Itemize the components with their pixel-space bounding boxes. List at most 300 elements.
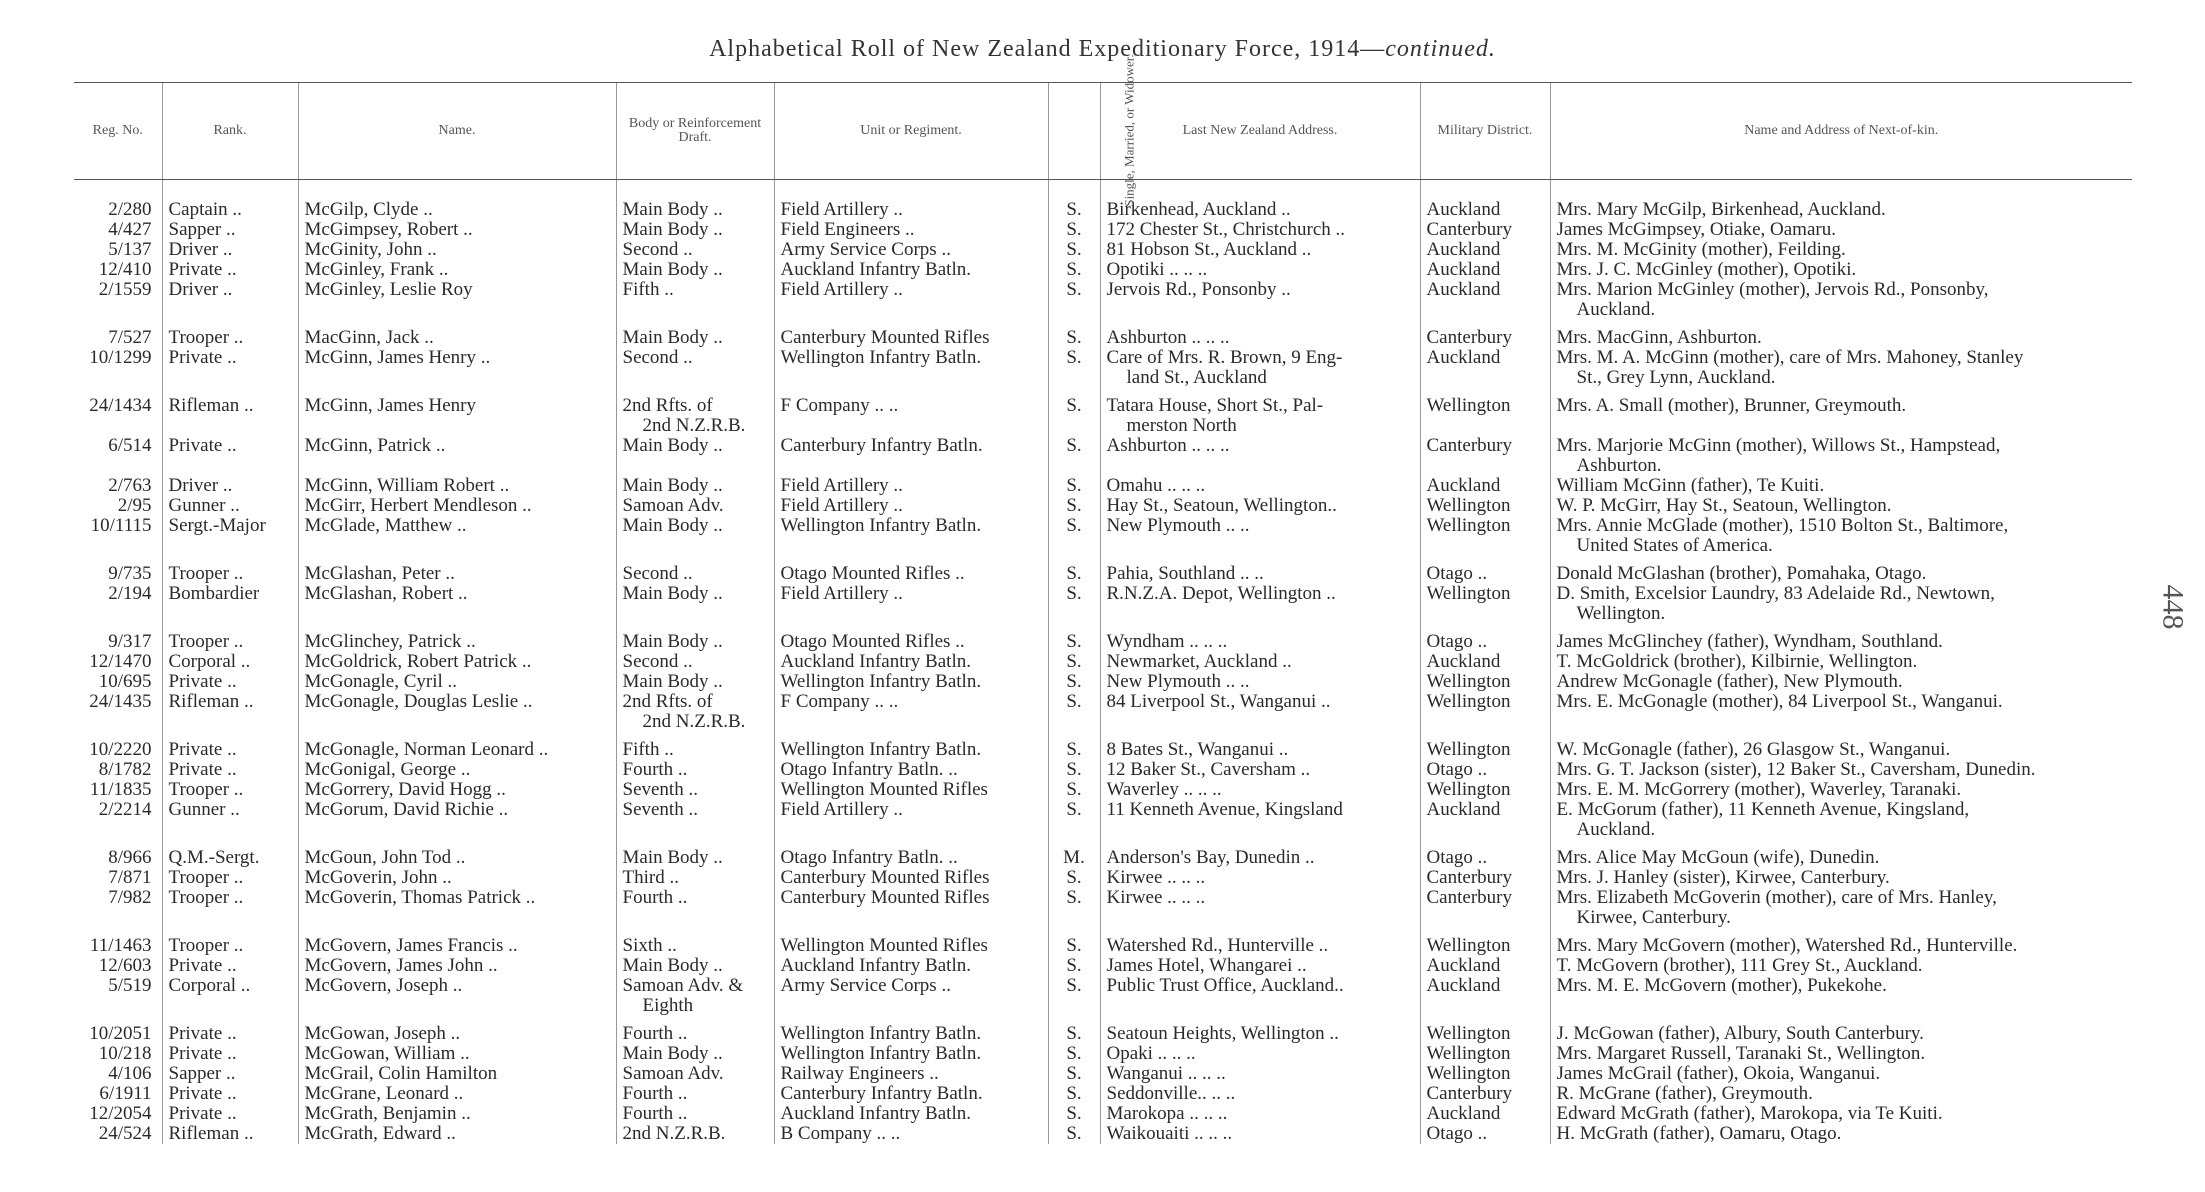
body-draft-cell <box>616 848 774 868</box>
table-row <box>74 632 2132 652</box>
reg-no-cell: 24/1435 <box>89 692 152 712</box>
body-draft-cell <box>616 1024 774 1044</box>
next-of-kin-cell <box>1550 1044 2132 1064</box>
body-draft-text: Main Body .. <box>622 200 723 220</box>
spacer-cell <box>616 388 774 396</box>
spacer-cell <box>298 180 616 201</box>
marital-status-cell: S. <box>1048 760 1100 780</box>
spacer-cell <box>1420 1016 1550 1024</box>
next-of-kin-text-cont: St., Grey Lynn, Auckland. <box>1576 367 1776 388</box>
name-cell: McGinn, James Henry <box>298 396 616 436</box>
body-draft-cell <box>616 1124 774 1144</box>
reg-no-cell: 2/280 <box>108 200 152 220</box>
unit-cell: Field Artillery .. <box>774 476 1048 496</box>
unit-cell: Auckland Infantry Batln. <box>774 956 1048 976</box>
next-of-kin-text: Edward McGrath (father), Marokopa, via Te Kuiti. <box>1556 1104 1943 1124</box>
marital-status-cell: S. <box>1048 200 1100 220</box>
spacer-cell <box>74 180 162 201</box>
district-cell: Wellington <box>1420 672 1550 692</box>
body-draft-text: Samoan Adv. <box>622 496 724 516</box>
address-text: Kirwee .. .. .. <box>1106 868 1206 888</box>
body-draft-cell <box>616 200 774 220</box>
district-cell: Auckland <box>1420 1104 1550 1124</box>
unit-cell: Auckland Infantry Batln. <box>774 652 1048 672</box>
spacer-cell <box>298 928 616 936</box>
unit-cell: Army Service Corps .. <box>774 240 1048 260</box>
rank-cell: Trooper .. <box>162 888 298 928</box>
next-of-kin-text: James McGrail (father), Okoia, Wanganui. <box>1556 1064 1881 1084</box>
body-draft-text: Seventh .. <box>622 800 698 820</box>
spacer-cell <box>1048 180 1100 201</box>
spacer-cell <box>162 732 298 740</box>
body-draft-cell <box>616 1044 774 1064</box>
body-draft-cell <box>616 692 774 732</box>
reg-no-cell: 5/137 <box>108 240 152 260</box>
district-cell: Wellington <box>1420 1064 1550 1084</box>
district-cell: Otago .. <box>1420 760 1550 780</box>
table-row <box>74 396 2132 436</box>
district-cell: Auckland <box>1420 260 1550 280</box>
spacer-cell <box>1048 928 1100 936</box>
district-cell: Auckland <box>1420 280 1550 320</box>
spacer-cell <box>1100 388 1420 396</box>
name-cell: McGorum, David Richie .. <box>298 800 616 840</box>
next-of-kin-text: Mrs. Elizabeth McGoverin (mother), care of Mrs. Hanley, <box>1556 888 1997 908</box>
table-row <box>74 200 2132 220</box>
table-row <box>74 436 2132 476</box>
body-draft-text: Second .. <box>622 652 693 672</box>
body-draft-text: Second .. <box>622 348 693 368</box>
next-of-kin-text-cont: Kirwee, Canterbury. <box>1576 907 1731 928</box>
table-row <box>74 260 2132 280</box>
rank-cell: Driver .. <box>162 280 298 320</box>
next-of-kin-cell <box>1550 436 2132 476</box>
header-row <box>74 83 2132 180</box>
body-draft-text: Main Body .. <box>622 436 723 456</box>
spacer-cell <box>1420 624 1550 632</box>
address-cell <box>1100 1084 1420 1104</box>
rank-cell: Private .. <box>162 1024 298 1044</box>
next-of-kin-text: H. McGrath (father), Oamaru, Otago. <box>1556 1124 1842 1144</box>
table-row <box>74 692 2132 732</box>
next-of-kin-cell <box>1550 976 2132 1016</box>
address-text: New Plymouth .. .. <box>1106 672 1250 692</box>
unit-cell: Wellington Infantry Batln. <box>774 516 1048 556</box>
table-row <box>74 1104 2132 1124</box>
address-cell <box>1100 584 1420 624</box>
spacer-cell <box>1048 320 1100 328</box>
name-cell: McGinn, James Henry .. <box>298 348 616 388</box>
address-text: Waverley .. .. .. <box>1106 780 1222 800</box>
marital-status-cell: S. <box>1048 396 1100 436</box>
address-cell <box>1100 652 1420 672</box>
unit-cell: Auckland Infantry Batln. <box>774 1104 1048 1124</box>
name-cell: McGimpsey, Robert .. <box>298 220 616 240</box>
table-row <box>74 1124 2132 1144</box>
unit-cell: Field Engineers .. <box>774 220 1048 240</box>
marital-status-cell: S. <box>1048 584 1100 624</box>
spacer-cell <box>162 1016 298 1024</box>
body-draft-cell <box>616 436 774 476</box>
body-draft-text: Main Body .. <box>622 956 723 976</box>
roll-table <box>74 53 2132 1144</box>
address-text: Omahu .. .. .. <box>1106 476 1206 496</box>
body-draft-text: Fourth .. <box>622 760 688 780</box>
spacer-cell <box>74 732 162 740</box>
spacer-cell <box>774 556 1048 564</box>
rank-cell: Corporal .. <box>162 652 298 672</box>
marital-status-cell: S. <box>1048 632 1100 652</box>
unit-cell: Otago Mounted Rifles .. <box>774 632 1048 652</box>
unit-cell: Field Artillery .. <box>774 280 1048 320</box>
marital-status-cell: S. <box>1048 220 1100 240</box>
name-cell: McGlashan, Peter .. <box>298 564 616 584</box>
spacer-cell <box>1100 624 1420 632</box>
rank-cell: Trooper .. <box>162 632 298 652</box>
unit-cell: Railway Engineers .. <box>774 1064 1048 1084</box>
name-cell: McGlade, Matthew .. <box>298 516 616 556</box>
reg-no-cell: 2/194 <box>108 584 152 604</box>
table-row <box>74 780 2132 800</box>
name-cell: McGinn, William Robert .. <box>298 476 616 496</box>
next-of-kin-cell <box>1550 220 2132 240</box>
table-row <box>74 1084 2132 1104</box>
unit-cell: Wellington Infantry Batln. <box>774 740 1048 760</box>
rank-cell: Private .. <box>162 260 298 280</box>
district-cell: Canterbury <box>1420 328 1550 348</box>
unit-cell: Canterbury Infantry Batln. <box>774 1084 1048 1104</box>
spacer-cell <box>1048 556 1100 564</box>
next-of-kin-cell <box>1550 848 2132 868</box>
spacer-cell <box>162 320 298 328</box>
name-cell: McGonigal, George .. <box>298 760 616 780</box>
district-cell: Auckland <box>1420 476 1550 496</box>
rank-cell: Trooper .. <box>162 868 298 888</box>
name-cell: McGovern, James Francis .. <box>298 936 616 956</box>
rank-cell: Sergt.-Major <box>162 516 298 556</box>
body-draft-cell <box>616 632 774 652</box>
body-draft-cell <box>616 976 774 1016</box>
marital-status-cell: S. <box>1048 1064 1100 1084</box>
next-of-kin-text: Mrs. Mary McGovern (mother), Watershed Rd., Hunterville. <box>1556 936 2018 956</box>
address-cell <box>1100 956 1420 976</box>
body-draft-text: Fourth .. <box>622 1084 688 1104</box>
rank-cell: Private .. <box>162 672 298 692</box>
district-cell: Canterbury <box>1420 888 1550 928</box>
next-of-kin-cell <box>1550 564 2132 584</box>
unit-cell: Wellington Mounted Rifles <box>774 936 1048 956</box>
address-cell <box>1100 348 1420 388</box>
table-row <box>74 672 2132 692</box>
body-draft-cell <box>616 348 774 388</box>
spacer-cell <box>1550 732 2132 740</box>
name-cell: McGrane, Leonard .. <box>298 1084 616 1104</box>
spacer-cell <box>616 1016 774 1024</box>
marital-status-cell: S. <box>1048 956 1100 976</box>
body-draft-cell <box>616 1084 774 1104</box>
header-body-draft: Body or Reinforcement Draft. <box>616 83 774 180</box>
address-text: Marokopa .. .. .. <box>1106 1104 1228 1124</box>
marital-status-cell: S. <box>1048 800 1100 840</box>
rank-cell: Trooper .. <box>162 936 298 956</box>
address-text: Watershed Rd., Hunterville .. <box>1106 936 1329 956</box>
body-draft-cell <box>616 1064 774 1084</box>
spacer-cell <box>1420 928 1550 936</box>
unit-cell: F Company .. .. <box>774 396 1048 436</box>
next-of-kin-text: W. McGonagle (father), 26 Glasgow St., Wanganui. <box>1556 740 1951 760</box>
spacer-cell <box>74 388 162 396</box>
next-of-kin-cell <box>1550 280 2132 320</box>
marital-status-cell: S. <box>1048 1024 1100 1044</box>
body-draft-text: Fourth .. <box>622 1024 688 1044</box>
row-spacer <box>74 928 2132 936</box>
unit-cell: Canterbury Mounted Rifles <box>774 868 1048 888</box>
next-of-kin-cell <box>1550 800 2132 840</box>
address-text: Ashburton .. .. .. <box>1106 328 1230 348</box>
next-of-kin-cell <box>1550 516 2132 556</box>
reg-no-cell: 4/106 <box>108 1064 152 1084</box>
table-row <box>74 476 2132 496</box>
spacer-cell <box>774 840 1048 848</box>
next-of-kin-cell <box>1550 328 2132 348</box>
reg-no-cell: 12/2054 <box>89 1104 152 1124</box>
table-row <box>74 800 2132 840</box>
marital-status-cell: S. <box>1048 1044 1100 1064</box>
body-draft-cell <box>616 564 774 584</box>
spacer-cell <box>1048 840 1100 848</box>
body-draft-text: Sixth .. <box>622 936 677 956</box>
address-cell <box>1100 1044 1420 1064</box>
row-spacer <box>74 320 2132 328</box>
unit-cell: F Company .. .. <box>774 692 1048 732</box>
next-of-kin-text: Mrs. J. Hanley (sister), Kirwee, Canterbury. <box>1556 868 1890 888</box>
address-text-cont: merston North <box>1126 415 1237 436</box>
reg-no-cell: 8/966 <box>108 848 152 868</box>
header-address: Last New Zealand Address. <box>1100 83 1420 180</box>
header-marital-status <box>1048 53 1137 207</box>
reg-no-cell: 8/1782 <box>98 760 152 780</box>
spacer-cell <box>1100 180 1420 201</box>
name-cell: McGinley, Leslie Roy <box>298 280 616 320</box>
unit-cell: Field Artillery .. <box>774 496 1048 516</box>
address-cell <box>1100 564 1420 584</box>
body-draft-cell <box>616 800 774 840</box>
marital-status-cell: S. <box>1048 516 1100 556</box>
marital-status-cell: S. <box>1048 328 1100 348</box>
next-of-kin-cell <box>1550 692 2132 732</box>
name-cell: McGovern, James John .. <box>298 956 616 976</box>
reg-no-cell: 24/524 <box>98 1124 152 1144</box>
name-cell: McGrail, Colin Hamilton <box>298 1064 616 1084</box>
rank-cell: Private .. <box>162 348 298 388</box>
row-spacer <box>74 840 2132 848</box>
reg-no-cell: 10/1115 <box>90 516 152 536</box>
header-rank: Rank. <box>162 83 298 180</box>
address-cell <box>1100 1024 1420 1044</box>
table-row <box>74 1024 2132 1044</box>
row-spacer <box>74 388 2132 396</box>
address-text: Waikouaiti .. .. .. <box>1106 1124 1233 1144</box>
next-of-kin-cell <box>1550 476 2132 496</box>
unit-cell: Wellington Mounted Rifles <box>774 780 1048 800</box>
address-text: Public Trust Office, Auckland.. <box>1106 976 1344 996</box>
next-of-kin-cell <box>1550 760 2132 780</box>
spacer-cell <box>1048 388 1100 396</box>
spacer-cell <box>1550 388 2132 396</box>
unit-cell: Otago Infantry Batln. .. <box>774 760 1048 780</box>
body-draft-text: Main Body .. <box>622 584 723 604</box>
next-of-kin-cell <box>1550 780 2132 800</box>
rank-cell: Private .. <box>162 956 298 976</box>
name-cell: McGowan, William .. <box>298 1044 616 1064</box>
next-of-kin-text: Mrs. E. McGonagle (mother), 84 Liverpool St., Wanganui. <box>1556 692 2003 712</box>
unit-cell: Canterbury Infantry Batln. <box>774 436 1048 476</box>
header-district: Military District. <box>1420 83 1550 180</box>
spacer-cell <box>298 388 616 396</box>
next-of-kin-cell <box>1550 956 2132 976</box>
table-row <box>74 348 2132 388</box>
next-of-kin-cell <box>1550 1104 2132 1124</box>
table-row <box>74 496 2132 516</box>
next-of-kin-text: William McGinn (father), Te Kuiti. <box>1556 476 1825 496</box>
body-draft-text: Second .. <box>622 240 693 260</box>
next-of-kin-cell <box>1550 1024 2132 1044</box>
next-of-kin-text-cont: Wellington. <box>1576 603 1666 624</box>
unit-cell: Field Artillery .. <box>774 584 1048 624</box>
next-of-kin-text: Mrs. Margaret Russell, Taranaki St., Wellington. <box>1556 1044 1926 1064</box>
name-cell: McGonagle, Douglas Leslie .. <box>298 692 616 732</box>
body-draft-text: Seventh .. <box>622 780 698 800</box>
spacer-cell <box>74 624 162 632</box>
address-cell <box>1100 328 1420 348</box>
name-cell: McGlinchey, Patrick .. <box>298 632 616 652</box>
rank-cell: Trooper .. <box>162 780 298 800</box>
district-cell: Wellington <box>1420 584 1550 624</box>
unit-cell: Army Service Corps .. <box>774 976 1048 1016</box>
district-cell: Canterbury <box>1420 220 1550 240</box>
title-main: Alphabetical Roll of New Zealand Expeditionary Force, 1914— <box>709 36 1386 62</box>
spacer-cell <box>74 928 162 936</box>
spacer-cell <box>1100 320 1420 328</box>
spacer-cell <box>1100 556 1420 564</box>
spacer-cell <box>162 928 298 936</box>
spacer-cell <box>1420 388 1550 396</box>
next-of-kin-text: Mrs. M. E. McGovern (mother), Pukekohe. <box>1556 976 1887 996</box>
name-cell: McGoun, John Tod .. <box>298 848 616 868</box>
address-cell <box>1100 888 1420 928</box>
address-cell <box>1100 1104 1420 1124</box>
district-cell: Canterbury <box>1420 868 1550 888</box>
header-marital-status-text: Single, Married, or Widower. <box>1121 53 1137 207</box>
body-draft-text: Third .. <box>622 868 679 888</box>
marital-status-cell: S. <box>1048 476 1100 496</box>
row-spacer <box>74 624 2132 632</box>
table-row <box>74 848 2132 868</box>
spacer-cell <box>298 556 616 564</box>
address-text: Hay St., Seatoun, Wellington.. <box>1106 496 1337 516</box>
reg-no-cell: 10/2220 <box>89 740 152 760</box>
marital-status-cell: S. <box>1048 740 1100 760</box>
address-text: Anderson's Bay, Dunedin .. <box>1106 848 1315 868</box>
spacer-cell <box>1100 1016 1420 1024</box>
address-cell <box>1100 632 1420 652</box>
rank-cell: Captain .. <box>162 200 298 220</box>
next-of-kin-cell <box>1550 740 2132 760</box>
reg-no-cell: 9/735 <box>108 564 152 584</box>
district-cell: Wellington <box>1420 1024 1550 1044</box>
unit-cell: Canterbury Mounted Rifles <box>774 888 1048 928</box>
district-cell: Otago .. <box>1420 632 1550 652</box>
body-draft-cell <box>616 740 774 760</box>
next-of-kin-text: Mrs. Annie McGlade (mother), 1510 Bolton St., Baltimore, <box>1556 516 2009 536</box>
reg-no-cell: 12/603 <box>98 956 152 976</box>
rank-cell: Sapper .. <box>162 1064 298 1084</box>
next-of-kin-text: Mrs. G. T. Jackson (sister), 12 Baker St., Caversham, Dunedin. <box>1556 760 2036 780</box>
spacer-cell <box>1048 624 1100 632</box>
marital-status-cell: S. <box>1048 436 1100 476</box>
address-text: Newmarket, Auckland .. <box>1106 652 1292 672</box>
body-draft-text: Main Body .. <box>622 476 723 496</box>
next-of-kin-text: Mrs. Alice May McGoun (wife), Dunedin. <box>1556 848 1880 868</box>
next-of-kin-cell <box>1550 260 2132 280</box>
body-draft-text: Fifth .. <box>622 280 674 300</box>
rank-cell: Rifleman .. <box>162 1124 298 1144</box>
header-next-of-kin: Name and Address of Next-of-kin. <box>1550 83 2132 180</box>
district-cell: Wellington <box>1420 780 1550 800</box>
next-of-kin-text-cont: Ashburton. <box>1576 455 1662 476</box>
reg-no-cell: 2/95 <box>117 496 152 516</box>
address-text: Wyndham .. .. .. <box>1106 632 1228 652</box>
address-text-cont: land St., Auckland <box>1126 367 1267 388</box>
name-cell: McGlashan, Robert .. <box>298 584 616 624</box>
rank-cell: Private .. <box>162 1104 298 1124</box>
body-draft-cell <box>616 240 774 260</box>
reg-no-cell: 6/514 <box>108 436 152 456</box>
district-cell: Otago .. <box>1420 1124 1550 1144</box>
next-of-kin-text: Donald McGlashan (brother), Pomahaka, Otago. <box>1556 564 1927 584</box>
spacer-cell <box>74 1016 162 1024</box>
name-cell: McGoverin, Thomas Patrick .. <box>298 888 616 928</box>
next-of-kin-text: Mrs. E. M. McGorrery (mother), Waverley, Taranaki. <box>1556 780 1962 800</box>
rank-cell: Private .. <box>162 740 298 760</box>
spacer-cell <box>298 320 616 328</box>
body-draft-text: Main Body .. <box>622 672 723 692</box>
spacer-cell <box>1048 732 1100 740</box>
rank-cell: Corporal .. <box>162 976 298 1016</box>
address-text: Wanganui .. .. .. <box>1106 1064 1226 1084</box>
marital-status-cell: S. <box>1048 280 1100 320</box>
reg-no-cell: 24/1434 <box>89 396 152 416</box>
next-of-kin-text: Mrs. M. A. McGinn (mother), care of Mrs. Mahoney, Stanley <box>1556 348 2024 368</box>
marital-status-cell: S. <box>1048 348 1100 388</box>
district-cell: Wellington <box>1420 936 1550 956</box>
marital-status-cell: S. <box>1048 868 1100 888</box>
body-draft-cell <box>616 780 774 800</box>
address-text: Seatoun Heights, Wellington .. <box>1106 1024 1339 1044</box>
next-of-kin-text-cont: Auckland. <box>1576 299 1656 320</box>
body-draft-text: 2nd Rfts. of <box>622 396 713 416</box>
body-draft-text: 2nd Rfts. of <box>622 692 713 712</box>
spacer-cell <box>1420 556 1550 564</box>
rank-cell: Trooper .. <box>162 564 298 584</box>
spacer-cell <box>162 556 298 564</box>
unit-cell: Wellington Infantry Batln. <box>774 1024 1048 1044</box>
marital-status-cell: S. <box>1048 1124 1100 1144</box>
spacer-cell <box>298 1016 616 1024</box>
next-of-kin-cell <box>1550 348 2132 388</box>
next-of-kin-text: E. McGorum (father), 11 Kenneth Avenue, Kingsland, <box>1556 800 1970 820</box>
body-draft-cell <box>616 868 774 888</box>
